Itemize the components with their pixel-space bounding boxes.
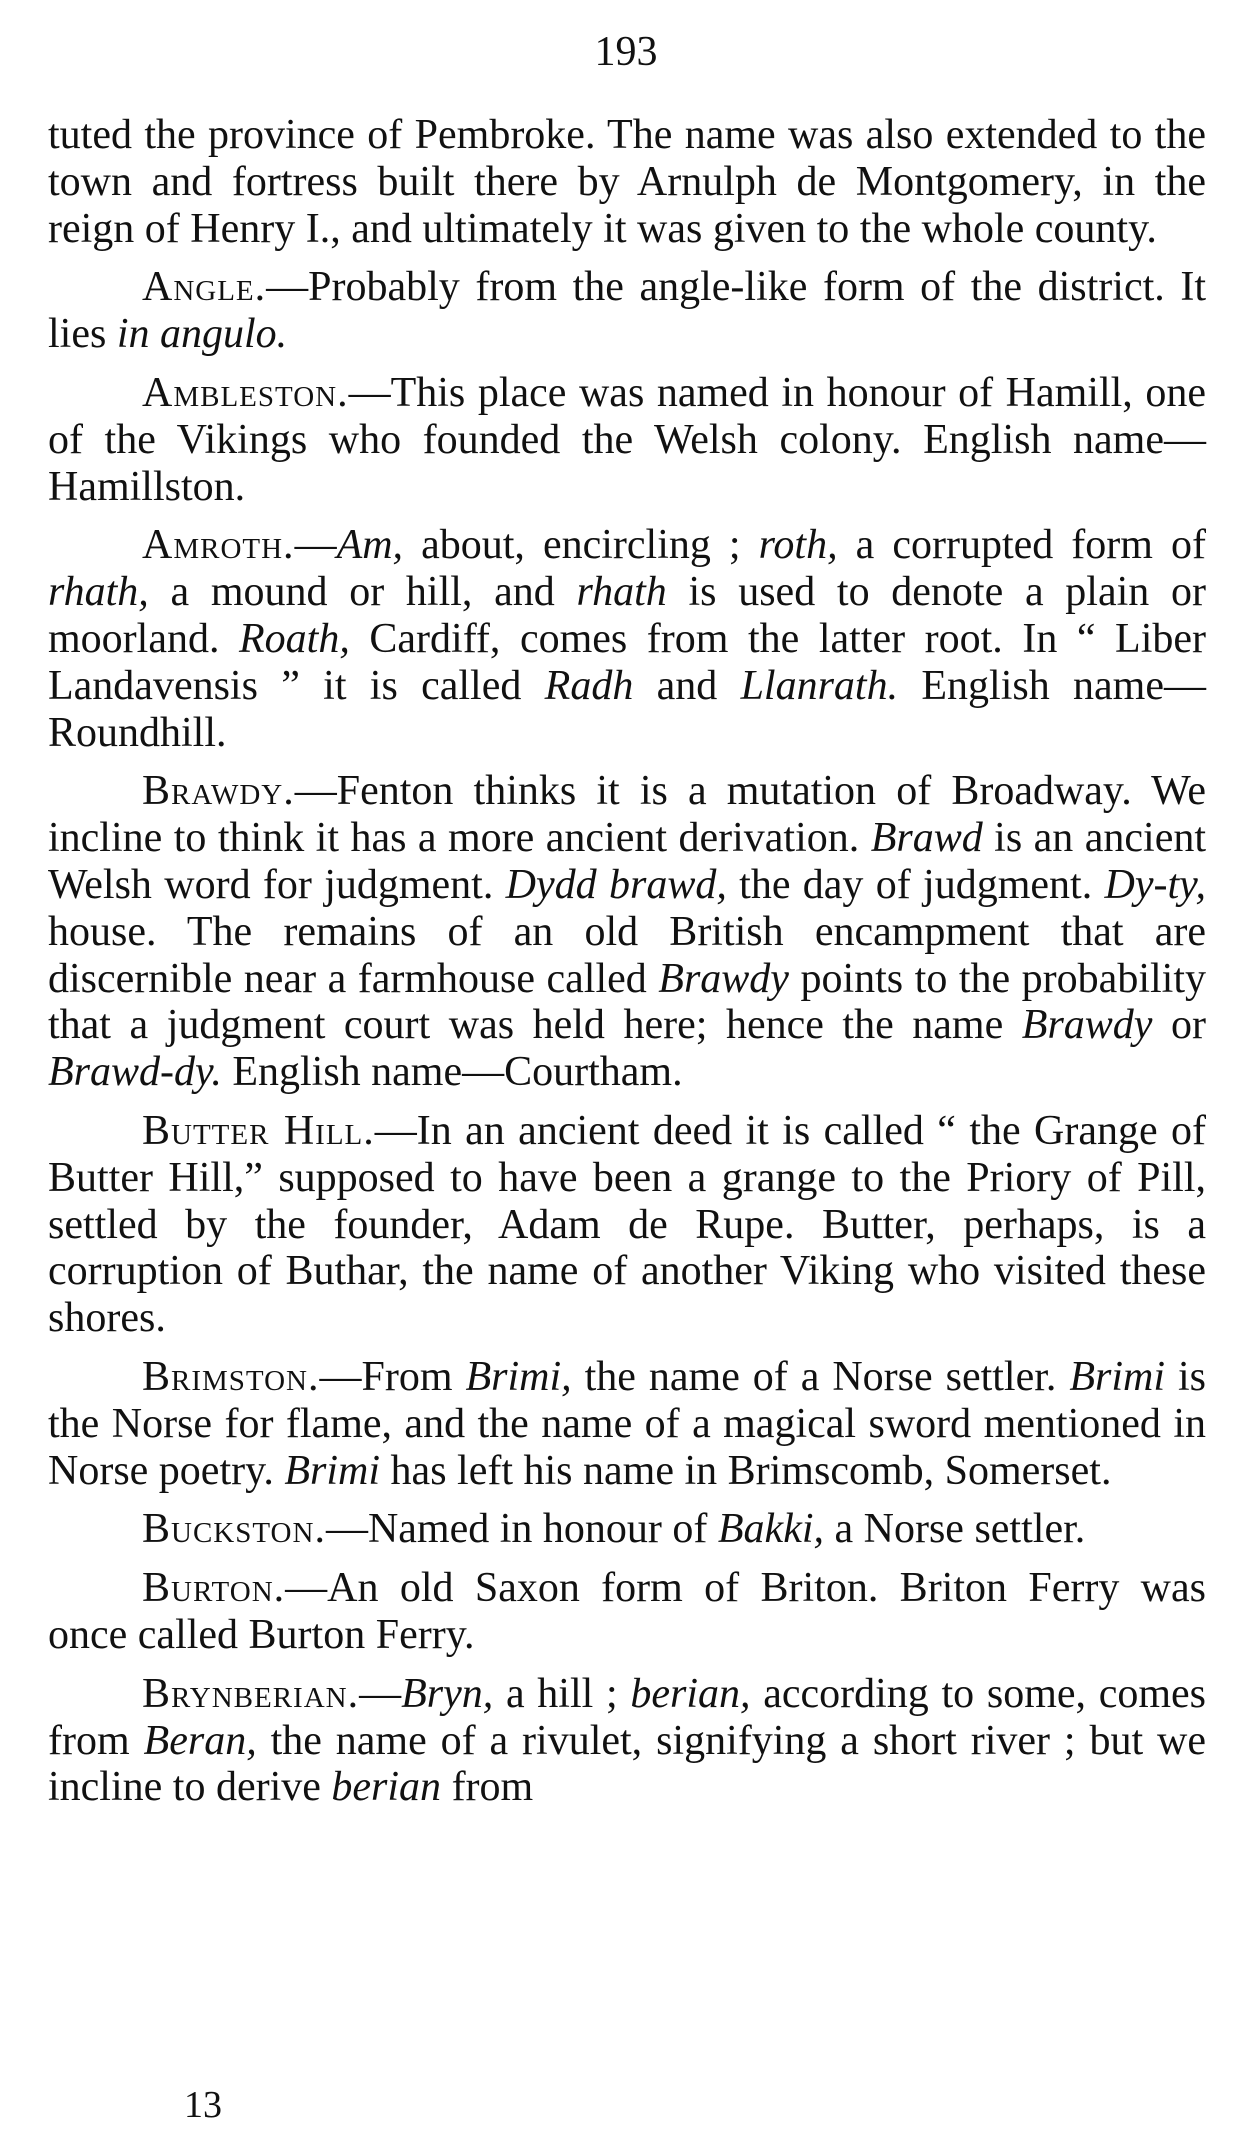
italic-term-brynberian-6: Beran, — [143, 1717, 257, 1764]
italic-term-brimston-2: Brimi, — [465, 1353, 572, 1400]
signature-mark: 13 — [184, 2084, 222, 2126]
headword-brawdy-0: Brawdy. — [142, 768, 295, 815]
entry-brimston: Brimston.—From Brimi, the name of a Norse settler. Brimi is the Norse for flame, and the name of a magical sword mentioned in Norse poetry. Brimi has left his name in Brimscomb, Somerset. — [48, 1353, 1207, 1494]
italic-term-amroth-12: Radh — [544, 662, 634, 709]
page-number: 193 — [594, 29, 658, 75]
italic-term-brawdy-2: Brawd — [870, 815, 983, 862]
headword-ambleston-0: Ambleston. — [142, 369, 349, 416]
italic-term-amroth-2: Am, — [336, 522, 404, 569]
italic-term-amroth-6: rhath, — [48, 569, 149, 616]
entry-brynberian: Brynberian.—Bryn, a hill ; berian, according to some, comes from Beran, the name of a rivulet, signifying a short river ; but we incline to derive berian from — [48, 1670, 1206, 1811]
italic-term-brynberian-2: Bryn, — [401, 1670, 494, 1717]
entry-amroth: Amroth.—Am, about, encircling ; roth, a corrupted form of rhath, a mound or hill, and rhath is used to denote a plain or moorland. Roath, Cardiff, comes from the latter root. In “ Liber Landavensis ” it is called Radh and Llanrath. English name—Roundhill. — [48, 522, 1206, 756]
italic-term-angle-2: in angulo. — [116, 311, 288, 358]
italic-term-brawdy-12: Brawd-dy. — [48, 1049, 222, 1096]
headword-butter-hill-0: Butter Hill. — [142, 1107, 375, 1154]
headword-angle-0: Angle. — [142, 264, 267, 311]
italic-term-brynberian-4: berian, — [630, 1670, 751, 1717]
entry-angle: Angle.—Probably from the angle-like form of the district. It lies in angulo. — [48, 264, 1206, 358]
italic-term-buckston-2: Bakki, — [717, 1506, 824, 1553]
body-text — [48, 112, 1206, 1823]
italic-term-brawdy-10: Brawdy — [1021, 1002, 1153, 1049]
entry-butter-hill: Butter Hill.—In an ancient deed it is called “ the Grange of Butter Hill,” supposed to have been a grange to the Priory of Pill, settled by the founder, Adam de Rupe. Butter, perhaps, is a corruption of Buthar, the name of another Viking who visited these shores. — [48, 1107, 1207, 1342]
headword-burton-0: Burton. — [142, 1565, 286, 1612]
headword-amroth-0: Amroth. — [142, 522, 295, 569]
italic-term-amroth-14: Llanrath. — [740, 662, 899, 709]
italic-term-brynberian-8: berian — [331, 1764, 442, 1811]
headword-brynberian-0: Brynberian. — [142, 1670, 360, 1717]
entry-ambleston: Ambleston.—This place was named in honour of Hamill, one of the Vikings who founded the Welsh colony. English name—Hamillston. — [48, 369, 1206, 510]
entry-burton: Burton.—An old Saxon form of Briton. Briton Ferry was once called Burton Ferry. — [48, 1565, 1206, 1658]
italic-term-amroth-8: rhath — [576, 569, 667, 616]
italic-term-brawdy-4: Dydd brawd, — [505, 861, 727, 908]
italic-term-brawdy-6: Dy-ty, — [1104, 861, 1206, 908]
entry-buckston: Buckston.—Named in honour of Bakki, a Norse settler. — [142, 1506, 1086, 1553]
headword-buckston-0: Buckston. — [142, 1506, 326, 1553]
headword-brimston-0: Brimston. — [142, 1353, 320, 1400]
italic-term-amroth-10: Roath, — [239, 615, 350, 662]
italic-term-brimston-6: Brimi — [284, 1447, 381, 1494]
italic-term-amroth-4: roth, — [758, 522, 838, 569]
italic-term-brimston-4: Brimi — [1069, 1353, 1166, 1400]
italic-term-brawdy-8: Brawdy — [658, 955, 789, 1002]
paragraph-intro: tuted the province of Pembroke. The name was also extended to the town and fortress built there by Arnulph de Montgomery, in the reign of Henry I., and ultimately it was given to the whole county. — [48, 112, 1206, 252]
entry-brawdy: Brawdy.—Fenton thinks it is a mutation of Broadway. We incline to think it has a more ancient derivation. Brawd is an ancient Welsh word for judgment. Dydd brawd, the day of judgment. Dy-ty, house. The remains of an old British encampment that are discernible near a farmhouse called Brawdy points to the probability that a judgment court was held here; hence the name Brawdy or Brawd-dy. English name—Courtham. — [48, 768, 1207, 1096]
